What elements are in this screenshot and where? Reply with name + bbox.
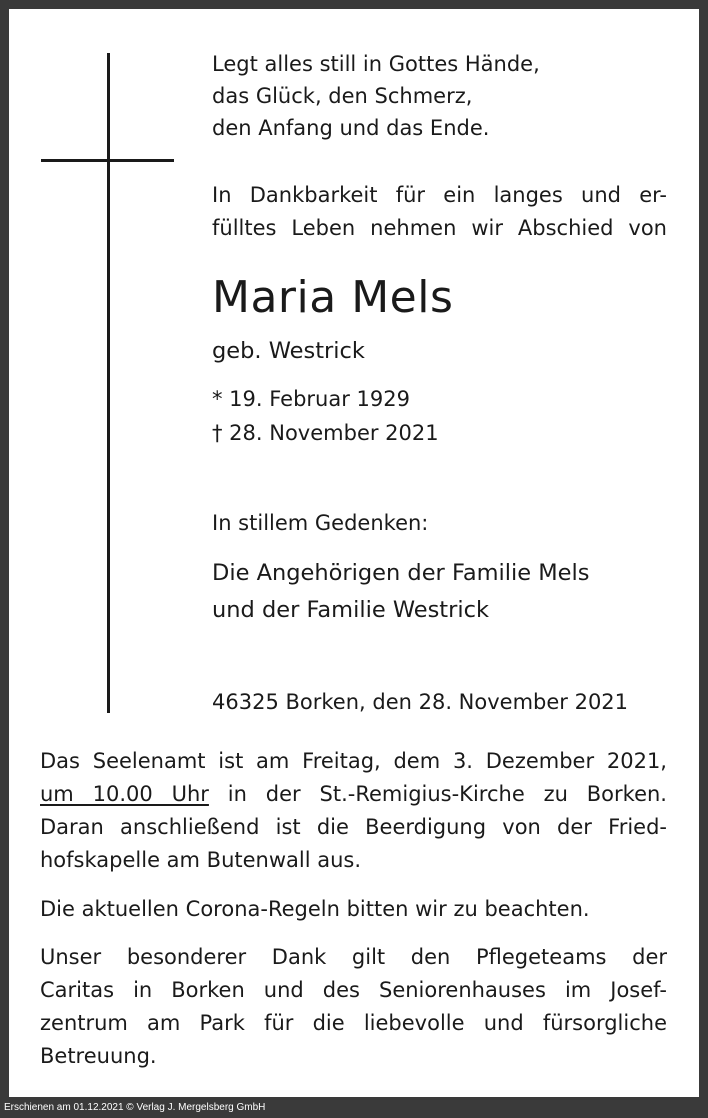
thanks-line: zentrum am Park für die liebevolle und fürsorgliche	[40, 1011, 667, 1035]
death-date: † 28. November 2021	[212, 421, 439, 445]
cross-icon-horizontal	[41, 159, 174, 162]
thanks-line: Betreuung.	[40, 1044, 157, 1068]
service-line: Das Seelenamt ist am Freitag, dem 3. Dezember 2021,	[40, 749, 667, 773]
place-date: 46325 Borken, den 28. November 2021	[212, 690, 629, 714]
poem-line: den Anfang und das Ende.	[212, 116, 490, 140]
service-line: hofskapelle am Butenwall aus.	[40, 848, 362, 872]
poem-line: das Glück, den Schmerz,	[212, 84, 473, 108]
service-line: Daran anschließend ist die Beerdigung von der Fried-	[40, 815, 667, 839]
obituary-notice	[9, 9, 699, 1097]
poem-line: Legt alles still in Gottes Hände,	[212, 52, 540, 76]
birth-name: geb. Westrick	[212, 338, 365, 364]
cross-icon-vertical	[107, 53, 110, 713]
birth-date: * 19. Februar 1929	[212, 387, 410, 411]
publisher-footer: Erschienen am 01.12.2021 © Verlag J. Mergelsberg GmbH	[4, 1102, 266, 1113]
thanks-line: Unser besonderer Dank gilt den Pflegeteams der	[40, 945, 667, 969]
intro-line: fülltes Leben nehmen wir Abschied von	[212, 216, 667, 240]
family-line: und der Familie Westrick	[212, 597, 490, 623]
family-line: Die Angehörigen der Familie Mels	[212, 560, 590, 586]
service-location: in der St.-Remigius-Kirche zu Borken.	[227, 782, 667, 806]
intro-line: In Dankbarkeit für ein langes und er-	[212, 183, 667, 207]
thanks-line: Caritas in Borken und des Seniorenhauses im Josef-	[40, 978, 667, 1002]
corona-note: Die aktuellen Corona-Regeln bitten wir zu beachten.	[40, 897, 590, 921]
mourning-heading: In stillem Gedenken:	[212, 511, 429, 535]
service-time: um 10.00 Uhr	[40, 782, 209, 806]
deceased-name: Maria Mels	[212, 272, 454, 323]
service-line	[40, 778, 667, 811]
